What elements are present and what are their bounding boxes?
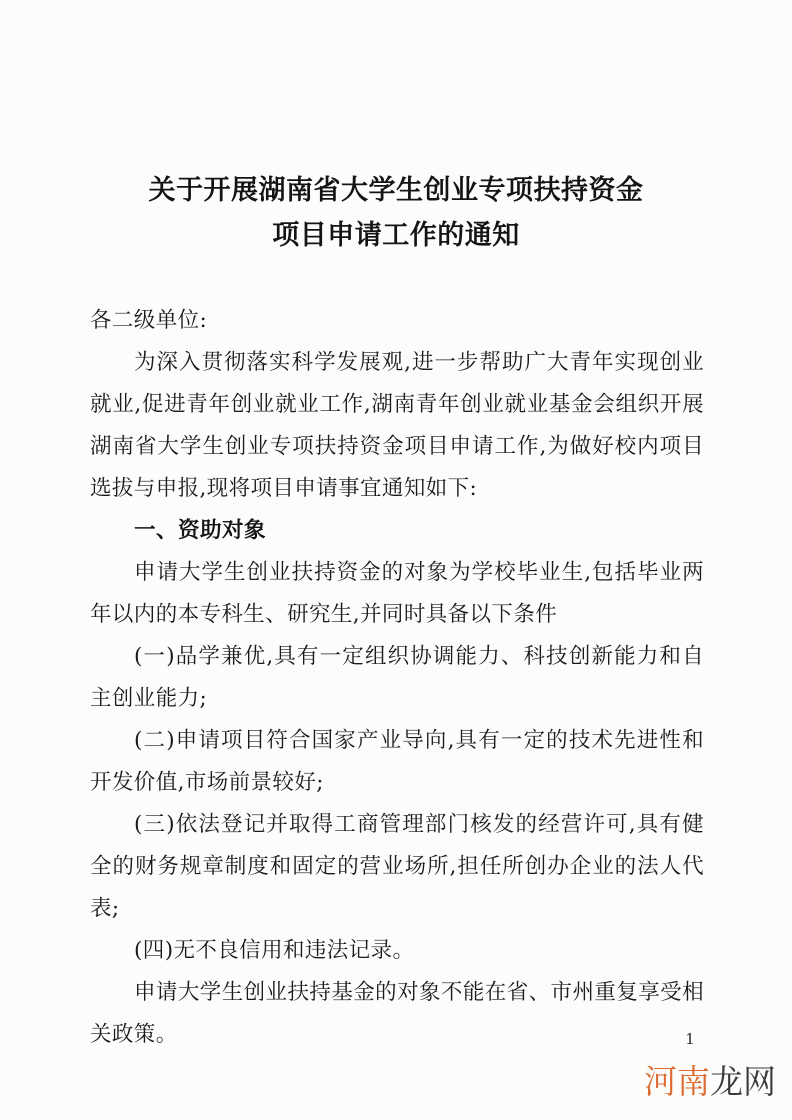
document-body [90, 300, 704, 1056]
page-number: 1 [685, 1030, 695, 1048]
section-1-closing-paragraph: 申请大学生创业扶持基金的对象不能在省、市州重复享受相关政策。 [90, 980, 704, 1047]
page-title-line-1: 关于开展湖南省大学生创业专项扶持资金 [148, 175, 644, 206]
page-title [90, 168, 702, 258]
watermark-part-one: 河南 [644, 1062, 710, 1101]
section-1-lead-paragraph: 申请大学生创业扶持资金的对象为学校毕业生,包括毕业两年以内的本专科生、研究生,并同时具备以下条件 [90, 560, 704, 627]
section-1-item-2: (二)申请项目符合国家产业导向,具有一定的技术先进性和开发价值,市场前景较好; [90, 728, 704, 795]
salutation: 各二级单位: [90, 308, 208, 333]
section-1-item-1: (一)品学兼优,具有一定组织协调能力、科技创新能力和自主创业能力; [90, 644, 704, 711]
watermark-part-two: 龙网 [710, 1062, 776, 1101]
intro-paragraph: 为深入贯彻落实科学发展观,进一步帮助广大青年实现创业就业,促进青年创业就业工作,湖南青年创业就业基金会组织开展湖南省大学生创业专项扶持资金项目申请工作,为做好校内项目选拔与申报,现将项目申请事宜通知如下: [90, 350, 704, 501]
section-1-item-4: (四)无不良信用和违法记录。 [134, 938, 415, 963]
section-1-item-3: (三)依法登记并取得工商管理部门核发的经营许可,具有健全的财务规章制度和固定的营业场所,担任所创办企业的法人代表; [90, 812, 704, 921]
watermark [644, 1062, 776, 1102]
section-heading-1: 一、资助对象 [134, 518, 267, 543]
page-title-line-2: 项目申请工作的通知 [272, 220, 520, 251]
